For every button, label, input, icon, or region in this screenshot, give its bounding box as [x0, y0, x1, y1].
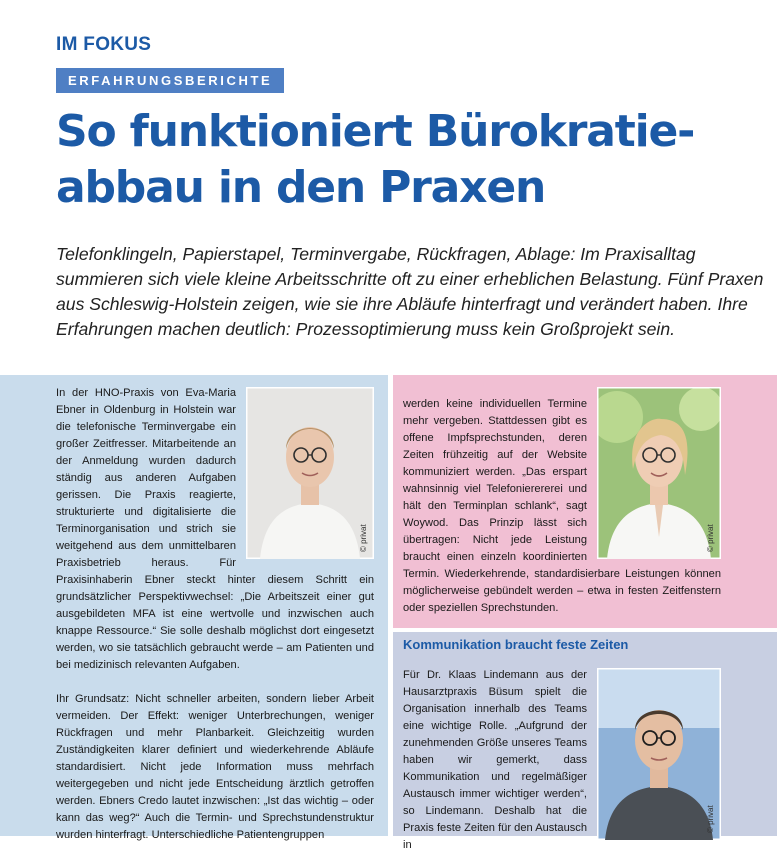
portrait-photo-lindemann — [597, 668, 721, 840]
article-headline: So funktioniert Bürokratie-abbau in den Praxen — [56, 106, 695, 213]
right-top-paragraph: werden keine individuellen Termine mehr vergeben. Stattdessen gibt es offene Impfsprechstunden, deren Zeiten frühzeitig auf der Website kommuniziert werden. „Das erspart wahnsinnig viel Telefonierererei und hält den Terminplan schlank“, sagt Woywod. Das Prinzip lässt sich übertragen: Nicht jede Leistung braucht einen einzeln koordinierten Termin. Wiederkehrende, standardisierbare Leistungen können möglicherweise gebündelt werden – etwa in festen Zeitfenstern oder speziellen Sprechstunden. — [403, 398, 721, 615]
portrait-woman-glasses-image — [246, 387, 374, 559]
section-subheading: Kommunikation braucht feste Zeiten — [403, 637, 629, 652]
portrait-man-glasses-image — [597, 668, 721, 840]
photo-credit: © privat — [706, 805, 715, 833]
photo-credit: © privat — [706, 524, 715, 552]
right-bottom-text — [403, 656, 721, 865]
portrait-blonde-woman-image — [597, 387, 721, 559]
article-lead: Telefonklingeln, Papierstapel, Terminvergabe, Rückfragen, Ablage: Im Praxisalltag summieren sich viele kleine Arbeitsschritte oft zu einer erheblichen Belastung. Fünf Praxen aus Schleswig-Holstein zeigen, wie sie ihre Abläufe hinterfragt und verändert haben. Ihre Erfahrungen machen deutlich: Prozessoptimierung muss kein Großprojekt sein. — [56, 244, 764, 339]
right-top-text — [403, 385, 721, 628]
portrait-photo-ebner — [246, 387, 374, 559]
portrait-photo-woywod — [597, 387, 721, 559]
left-paragraph-2: Ihr Grundsatz: Nicht schneller arbeiten, sondern lieber Arbeit vermeiden. Der Effekt: weniger Unterbrechungen, weniger Rückfragen und mehr Planbarkeit. Gleichzeitig wurden Zuständigkeiten klarer definiert und wiederkehrende Abläufe standardisiert. Nicht jede Information muss mehrfach weitergegeben und nicht jede Entscheidung ärztlich getroffen werden. Ebners Credo lautet inzwischen: „Ist das wichtig – oder kann das weg?“ Auch die Termin- und Sprechstundenstruktur wurden hinterfragt. Unterschiedliche Patientengruppen — [56, 693, 374, 841]
right-bottom-paragraph: Für Dr. Klaas Lindemann aus der Hausarztpraxis Büsum spielt die Organisation innerhalb des Teams eine wichtige Rolle. „Aufgrund der zunehmenden Größe unseres Teams haben wir gemerkt, dass Kommunikation und regelmäßiger Austausch immer wichtiger werden“, so Lindemann. Deshalb hat die Praxis feste Zeiten für den Austausch in — [403, 669, 587, 852]
left-column-text — [56, 385, 374, 861]
left-paragraph-1: In der HNO-Praxis von Eva-Maria Ebner in Oldenburg in Holstein war die telefonische Terminvergabe ein großer Zeitfresser. Mitarbeitende an der Anmeldung wurden dadurch ständig aus anderen Aufgaben gerissen. Die Praxis reagierte, strukturierte und digitalisierte die Terminorganisation und strich sie weitgehend aus dem unmittelbaren Praxisbetrieb heraus. Für Praxisinhaberin Ebner steckt hinter diesem Schritt ein grundsätzlicher Perspektivwechsel: „Die Arbeitszeit einer gut ausgebildeten MFA ist eine wertvolle und inzwischen auch knappe Ressource.“ Sie solle deshalb möglichst dort eingesetzt werden, wo sie tatsächlich gebraucht werde – am Patienten und bei medizinisch relevanten Aufgaben. — [56, 387, 374, 671]
section-label: IM FOKUS — [56, 34, 152, 55]
category-badge: ERFAHRUNGSBERICHTE — [56, 68, 284, 93]
photo-credit: © privat — [359, 524, 368, 552]
